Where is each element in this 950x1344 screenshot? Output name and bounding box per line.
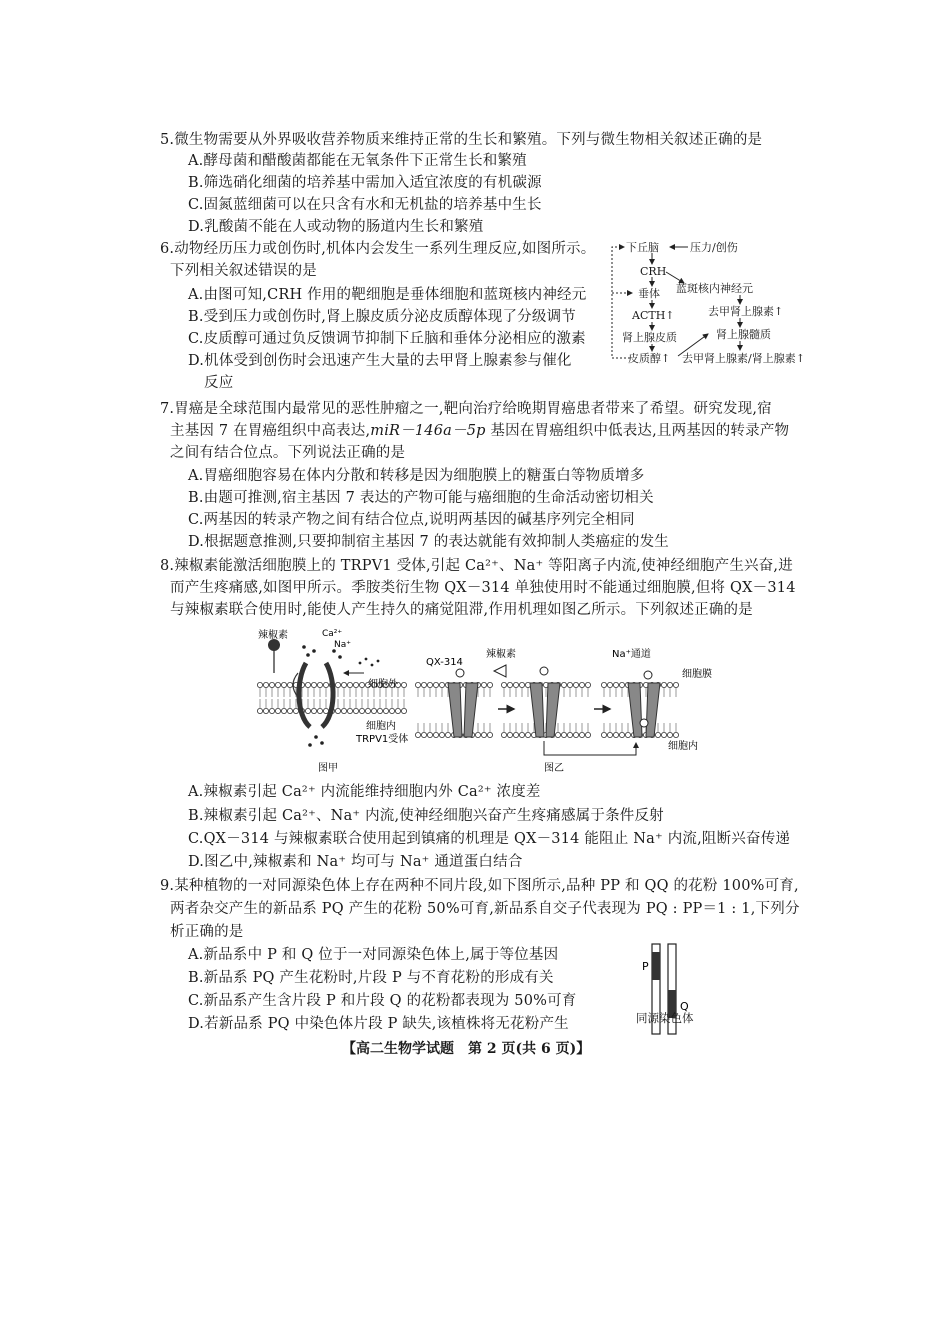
q8-option-c: C.QX－314 与辣椒素联合使用起到镇痛的机理是 QX－314 能阻止 Na⁺ 内流,阻断兴奋传递	[188, 831, 791, 847]
phospholipid-head	[487, 732, 492, 737]
caption-homologous: 同源染色体	[636, 1011, 694, 1025]
phospholipid-head	[561, 732, 566, 737]
q7-option-b: B.由题可推测,宿主基因 7 表达的产物可能与癌细胞的生命活动密切相关	[188, 490, 654, 506]
phospholipid-head	[281, 682, 286, 687]
phospholipid-head	[287, 682, 292, 687]
node-cortisol: 皮质醇↑	[628, 352, 671, 365]
q6-stem-cont: 下列相关叙述错误的是	[170, 263, 317, 279]
phospholipid-head	[335, 682, 340, 687]
phospholipid-head	[421, 732, 426, 737]
q9-option-c: C.新品系产生含片段 P 和片段 Q 的花粉都表现为 50%可育	[188, 993, 577, 1009]
phospholipid-head	[257, 708, 262, 713]
label-na-channel: Na⁺通道	[612, 649, 651, 660]
phospholipid-head	[667, 682, 672, 687]
phospholipid-head	[427, 732, 432, 737]
q7-mirna: miR－146a－5p	[370, 423, 486, 439]
q5-option-c: C.固氮蓝细菌可以在只含有水和无机盐的培养基中生长	[188, 197, 542, 213]
phospholipid-head	[607, 732, 612, 737]
phospholipid-head	[433, 732, 438, 737]
phospholipid-head	[573, 682, 578, 687]
phospholipid-head	[275, 708, 280, 713]
q5-option-b: B.筛选硝化细菌的培养基中需加入适宜浓度的有机碳源	[188, 175, 542, 191]
phospholipid-head	[481, 732, 486, 737]
label-outside: 细胞外	[368, 679, 398, 690]
phospholipid-head	[501, 682, 506, 687]
q6-option-c: C.皮质醇可通过负反馈调节抑制下丘脑和垂体分泌相应的激素	[188, 331, 586, 347]
phospholipid-head	[269, 682, 274, 687]
q8-stem-cont: 而产生疼痛感,如图甲所示。季胺类衍生物 QX－314 单独使用时不能通过细胞膜,但将 QX－314	[170, 580, 796, 596]
phospholipid-head	[673, 682, 678, 687]
diagram-arrows	[608, 238, 816, 368]
phospholipid-head	[513, 682, 518, 687]
q9-stem-cont2: 析正确的是	[170, 924, 244, 940]
phospholipid-head	[525, 732, 530, 737]
q7-stem-cont2: 之间有结合位点。下列说法正确的是	[170, 445, 406, 461]
phospholipid-head	[619, 732, 624, 737]
label-membrane: 细胞膜	[682, 669, 712, 680]
phospholipid-head	[383, 708, 388, 713]
phospholipid-head	[601, 682, 606, 687]
phospholipid-head	[555, 732, 560, 737]
q5-option-d: D.乳酸菌不能在人或动物的肠道内生长和繁殖	[188, 219, 484, 235]
phospholipid-head	[661, 732, 666, 737]
label-trpv1: TRPV1受体	[356, 734, 409, 745]
phospholipid-head	[507, 682, 512, 687]
phospholipid-head	[263, 708, 268, 713]
phospholipid-head	[401, 708, 406, 713]
phospholipid-head	[519, 682, 524, 687]
phospholipid-head	[439, 732, 444, 737]
phospholipid-head	[353, 682, 358, 687]
q8-option-a: A.辣椒素引起 Ca²⁺ 内流能维持细胞内外 Ca²⁺ 浓度差	[188, 784, 541, 800]
phospholipid-head	[415, 732, 420, 737]
phospholipid-head	[579, 682, 584, 687]
phospholipid-head	[427, 682, 432, 687]
node-adrenal-medulla: 肾上腺髓质	[716, 328, 771, 341]
q6-stem: 6.动物经历压力或创伤时,机体内会发生一系列生理反应,如图所示。	[160, 241, 596, 257]
label-capsaicin: 辣椒素	[258, 630, 288, 641]
phospholipid-head	[573, 732, 578, 737]
node-stress: 压力/创伤	[690, 241, 738, 254]
phospholipid-head	[481, 682, 486, 687]
q8-option-d: D.图乙中,辣椒素和 Na⁺ 均可与 Na⁺ 通道蛋白结合	[188, 854, 523, 870]
phospholipid-head	[275, 682, 280, 687]
phospholipid-head	[585, 732, 590, 737]
phospholipid-head	[415, 682, 420, 687]
phospholipid-head	[561, 682, 566, 687]
phospholipid-head	[475, 732, 480, 737]
phospholipid-head	[567, 682, 572, 687]
node-adrenal-cortex: 肾上腺皮质	[622, 331, 677, 344]
q8-stem-cont2: 与辣椒素联合使用时,能使人产生持久的痛觉阻滞,作用机理如图乙所示。下列叙述正确的是	[170, 602, 753, 618]
phospholipid-head	[579, 732, 584, 737]
phospholipid-head	[401, 682, 406, 687]
phospholipid-head	[347, 708, 352, 713]
label-ca: Ca²⁺	[322, 629, 343, 639]
phospholipid-head	[353, 708, 358, 713]
q9-stem-cont: 两者杂交产生的新品系 PQ 产生的花粉 50%可育,新品系自交子代表现为 PQ : PP＝1 : 1,下列分	[170, 901, 800, 917]
phospholipid-head	[567, 732, 572, 737]
stress-response-diagram	[608, 238, 816, 368]
phospholipid-head	[389, 708, 394, 713]
node-pituitary: 垂体	[638, 287, 660, 300]
phospholipid-head	[311, 682, 316, 687]
phospholipid-head	[421, 682, 426, 687]
q8-stem: 8.辣椒素能激活细胞膜上的 TRPV1 受体,引起 Ca²⁺、Na⁺ 等阳离子内流,使神经细胞产生兴奋,进	[160, 558, 793, 574]
phospholipid-head	[365, 708, 370, 713]
caption-figure-b: 图乙	[544, 763, 564, 774]
q6-option-b: B.受到压力或创伤时,肾上腺皮质分泌皮质醇体现了分级调节	[188, 309, 576, 325]
q7-option-c: C.两基因的转录产物之间有结合位点,说明两基因的碱基序列完全相同	[188, 512, 635, 528]
label-capsaicin-b: 辣椒素	[486, 649, 516, 660]
node-hypothalamus: 下丘脑	[626, 241, 659, 254]
label-p: P	[642, 960, 649, 973]
label-inside: 细胞内	[366, 721, 396, 732]
phospholipid-head	[655, 732, 660, 737]
q7-stem-part1: 主基因 7 在胃癌组织中高表达,	[170, 423, 371, 439]
phospholipid-head	[257, 682, 262, 687]
q9-option-d: D.若新品系 PQ 中染色体片段 P 缺失,该植株将无花粉产生	[188, 1016, 569, 1032]
q8-option-b: B.辣椒素引起 Ca²⁺、Na⁺ 内流,使神经细胞兴奋产生疼痛感属于条件反射	[188, 808, 664, 824]
phospholipid-head	[487, 682, 492, 687]
phospholipid-head	[377, 708, 382, 713]
q7-option-a: A.胃癌细胞容易在体内分散和转移是因为细胞膜上的糖蛋白等物质增多	[188, 468, 645, 484]
q7-stem-cont	[170, 421, 789, 441]
label-inside-b: 细胞内	[668, 741, 698, 752]
label-qx314: QX-314	[426, 657, 463, 668]
phospholipid-head	[371, 708, 376, 713]
phospholipid-head	[607, 682, 612, 687]
page-footer: 【高二生物学试题 第 2 页(共 6 页)】	[342, 1041, 591, 1057]
caption-figure-a: 图甲	[318, 763, 338, 774]
phospholipid-head	[667, 732, 672, 737]
phospholipid-head	[359, 708, 364, 713]
label-na: Na⁺	[334, 640, 351, 650]
q5-stem: 5.微生物需要从外界吸收营养物质来维持正常的生长和繁殖。下列与微生物相关叙述正确的是	[160, 132, 763, 148]
phospholipid-head	[305, 708, 310, 713]
phospholipid-head	[317, 682, 322, 687]
phospholipid-head	[673, 732, 678, 737]
label-q: Q	[680, 1000, 689, 1013]
phospholipid-head	[341, 708, 346, 713]
node-hormone-result: 去甲肾上腺素/肾上腺素↑	[682, 352, 805, 365]
phospholipid-head	[395, 708, 400, 713]
phospholipid-head	[439, 682, 444, 687]
phospholipid-head	[433, 682, 438, 687]
q5-option-a: A.酵母菌和醋酸菌都能在无氧条件下正常生长和繁殖	[188, 153, 527, 169]
q9-option-a: A.新品系中 P 和 Q 位于一对同源染色体上,属于等位基因	[188, 947, 559, 963]
phospholipid-head	[293, 708, 298, 713]
phospholipid-head	[613, 682, 618, 687]
q7-stem: 7.胃癌是全球范围内最常见的恶性肿瘤之一,靶向治疗给晚期胃癌患者带来了希望。研究发现,宿	[160, 401, 772, 417]
node-norepinephrine: 去甲肾上腺素↑	[708, 305, 784, 318]
phospholipid-head	[601, 732, 606, 737]
phospholipid-head	[335, 708, 340, 713]
node-locus-coeruleus: 蓝斑核内神经元	[676, 282, 753, 295]
q9-stem: 9.某种植物的一对同源染色体上存在两种不同片段,如下图所示,品种 PP 和 QQ 的花粉 100%可育,	[160, 878, 799, 894]
phospholipid-head	[341, 682, 346, 687]
q7-stem-part2: 基因在胃癌组织中低表达,且两基因的转录产物	[485, 423, 790, 439]
phospholipid-head	[619, 682, 624, 687]
phospholipid-head	[585, 682, 590, 687]
phospholipid-head	[347, 682, 352, 687]
node-crh: CRH	[640, 265, 667, 278]
phospholipid-head	[613, 732, 618, 737]
node-acth: ACTH↑	[632, 309, 675, 322]
phospholipid-head	[359, 682, 364, 687]
phospholipid-head	[317, 708, 322, 713]
phospholipid-head	[513, 732, 518, 737]
phospholipid-head	[269, 708, 274, 713]
phospholipid-head	[323, 682, 328, 687]
phospholipid-head	[445, 732, 450, 737]
phospholipid-head	[323, 708, 328, 713]
q8-figures	[248, 625, 808, 775]
q9-option-b: B.新品系 PQ 产生花粉时,片段 P 与不育花粉的形成有关	[188, 970, 554, 986]
q6-option-d-cont: 反应	[204, 375, 234, 391]
segment-p	[652, 952, 660, 980]
phospholipid-head	[519, 732, 524, 737]
phospholipid-head	[281, 708, 286, 713]
phospholipid-head	[501, 732, 506, 737]
phospholipid-head	[311, 708, 316, 713]
phospholipid-head	[507, 732, 512, 737]
phospholipid-head	[263, 682, 268, 687]
q6-option-a: A.由图可知,CRH 作用的靶细胞是垂体细胞和蓝斑核内神经元	[188, 287, 587, 303]
phospholipid-head	[625, 732, 630, 737]
phospholipid-head	[305, 682, 310, 687]
phospholipid-head	[661, 682, 666, 687]
phospholipid-head	[287, 708, 292, 713]
q6-option-d: D.机体受到创伤时会迅速产生大量的去甲肾上腺素参与催化	[188, 353, 572, 369]
q7-option-d: D.根据题意推测,只要抑制宿主基因 7 的表达就能有效抑制人类癌症的发生	[188, 534, 669, 550]
